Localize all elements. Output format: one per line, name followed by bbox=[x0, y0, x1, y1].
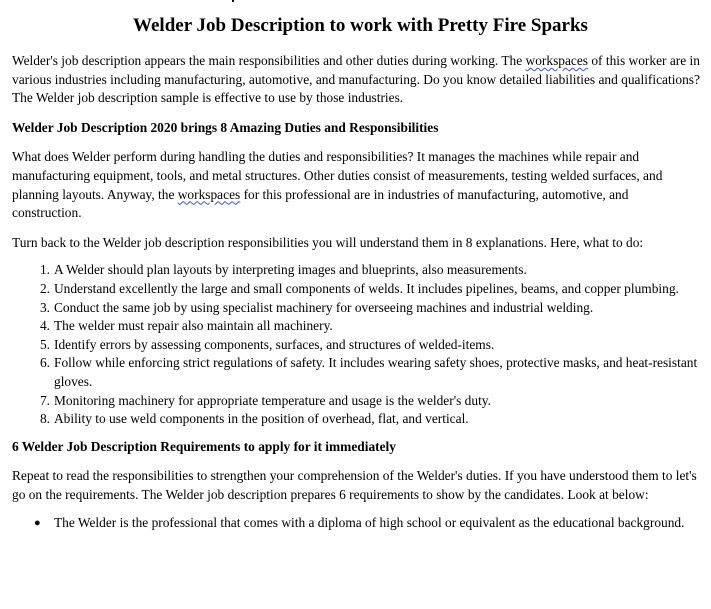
duties-text-before: What does Welder perform during handling the duties and responsibilities? It manages the machines while repair and manufacturing equipment, tools, and metal structures. Other duties consist of measurements, testing welded surfaces, and planning layouts. Anyway, the bbox=[12, 149, 663, 202]
list-item bbox=[12, 354, 701, 391]
list-item bbox=[12, 280, 701, 299]
requirements-list bbox=[12, 514, 701, 533]
list-item-text: Ability to use weld components in the position of overhead, flat, and vertical. bbox=[54, 411, 469, 427]
list-item-number: 8. bbox=[39, 411, 50, 427]
list-item-text: Conduct the same job by using specialist machinery for overseeing machines and industrial welding. bbox=[54, 299, 594, 315]
intro-text-before: Welder's job description appears the main responsibilities and other duties during working. The bbox=[12, 53, 526, 68]
list-item-text: Follow while enforcing strict regulations of safety. It includes wearing safety shoes, protective masks, and heat-resistant gloves. bbox=[54, 355, 698, 389]
intro-spellcheck-word[interactable]: workspaces bbox=[525, 53, 589, 68]
intro-paragraph bbox=[12, 52, 701, 108]
list-item-number: 2. bbox=[39, 280, 50, 296]
bullet-icon: ● bbox=[34, 517, 41, 530]
duties-spellcheck-word[interactable]: workspaces bbox=[177, 186, 241, 202]
list-item bbox=[12, 317, 701, 336]
list-item-text: Understand excellently the large and small components of welds. It includes pipelines, beams, and copper plumbing. bbox=[54, 280, 679, 296]
list-item bbox=[12, 299, 701, 318]
list-item-text: Monitoring machinery for appropriate temperature and usage is the welder's duty. bbox=[54, 392, 491, 408]
page-title: Welder Job Description to work with Pretty Fire Sparks bbox=[133, 15, 588, 36]
requirements-intro-paragraph: Repeat to read the responsibilities to strengthen your comprehension of the Welder's duties. If you have understood them to let's go on the requirements. The Welder job description prepares 6 requirements to show by the candidates. Look at below: bbox=[12, 468, 697, 502]
list-item-text: The Welder is the professional that comes with a diploma of high school or equivalent as the educational background. bbox=[54, 515, 685, 531]
duties-lead-paragraph: Turn back to the Welder job description responsibilities you will understand them in 8 explanations. Here, what to do: bbox=[12, 234, 644, 250]
list-item-text: A Welder should plan layouts by interpreting images and blueprints, also measurements. bbox=[54, 262, 527, 278]
duties-text-after: for this professional are in industries of manufacturing, automotive, and construction. bbox=[12, 186, 629, 221]
section-heading-duties: Welder Job Description 2020 brings 8 Amazing Duties and Responsibilities bbox=[12, 119, 439, 135]
list-item bbox=[12, 336, 701, 355]
list-item bbox=[12, 261, 701, 280]
duties-intro-paragraph bbox=[12, 148, 701, 222]
list-item-text: The welder must repair also maintain all machinery. bbox=[54, 318, 333, 334]
list-item-number: 3. bbox=[39, 299, 50, 315]
list-item-text: Identify errors by assessing components, surfaces, and structures of welded-items. bbox=[54, 336, 495, 352]
duties-list bbox=[12, 261, 701, 428]
section-heading-requirements: 6 Welder Job Description Requirements to apply for it immediately bbox=[12, 438, 396, 454]
list-item-number: 6. bbox=[39, 355, 50, 371]
list-item bbox=[12, 392, 701, 411]
intro-text-after: of this worker are in various industries including manufacturing, automotive, and manufacturing. Do you know detailed liabilities and qualifications? The Welder job description sample is effective to use by those industries. bbox=[12, 53, 700, 106]
list-item-number: 1. bbox=[39, 262, 50, 278]
list-item-number: 7. bbox=[39, 392, 50, 408]
list-item bbox=[12, 514, 701, 533]
list-item-number: 5. bbox=[39, 336, 50, 352]
text-cursor-mark bbox=[232, 0, 234, 2]
list-item-number: 4. bbox=[39, 318, 50, 334]
list-item bbox=[12, 410, 701, 429]
